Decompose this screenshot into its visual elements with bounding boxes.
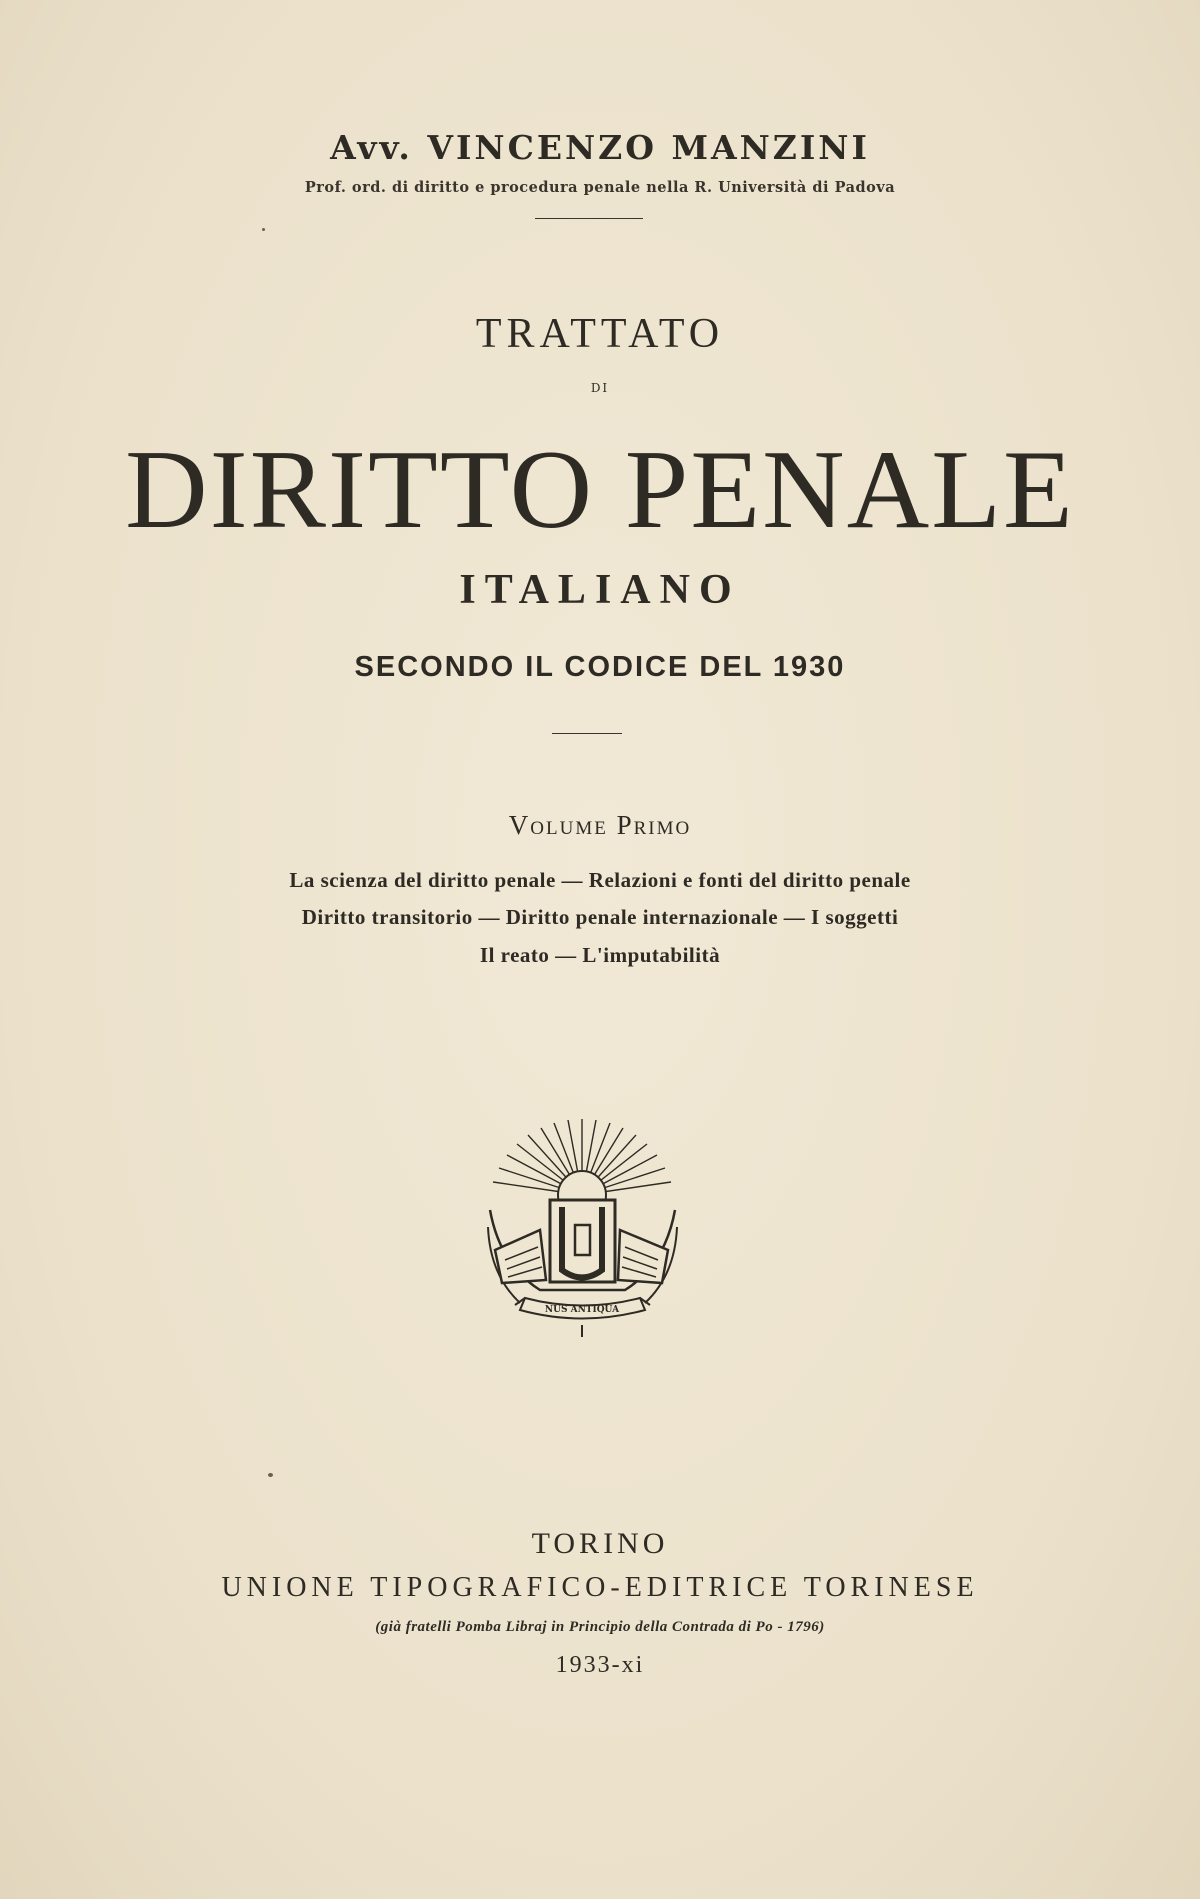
title-pre: TRATTATO (475, 311, 725, 357)
author-name: Avv. VINCENZO MANZINI (330, 128, 870, 167)
divider (535, 218, 643, 219)
title-di: DI (590, 381, 610, 395)
paper-speck (268, 1473, 273, 1477)
imprint-note: (già fratelli Pomba Libraj in Principio della Contrada di Po - 1796) (375, 1619, 825, 1635)
publisher-emblem (480, 1115, 685, 1340)
title-sub: ITALIANO (459, 567, 741, 613)
contents-line: Il reato — L'imputabilità (479, 943, 721, 967)
divider (552, 733, 622, 734)
paper-speck (262, 228, 265, 231)
imprint-publisher: UNIONE TIPOGRAFICO-EDITRICE TORINESE (221, 1572, 979, 1603)
contents-line: La scienza del diritto penale — Relazioni e fonti del diritto penale (289, 868, 911, 892)
main-title: DIRITTO PENALE (125, 428, 1075, 552)
emblem-motto: NUS ANTIQUA (544, 1305, 620, 1315)
author-affiliation: Prof. ord. di diritto e procedura penale nella R. Università di Padova (304, 179, 896, 196)
edition-line: SECONDO IL CODICE DEL 1930 (354, 651, 846, 683)
volume-label: Volume Primo (508, 810, 692, 840)
contents-line: Diritto transitorio — Diritto penale internazionale — I soggetti (301, 905, 899, 929)
imprint-city: TORINO (531, 1527, 669, 1560)
imprint-year: 1933-xi (555, 1652, 645, 1678)
